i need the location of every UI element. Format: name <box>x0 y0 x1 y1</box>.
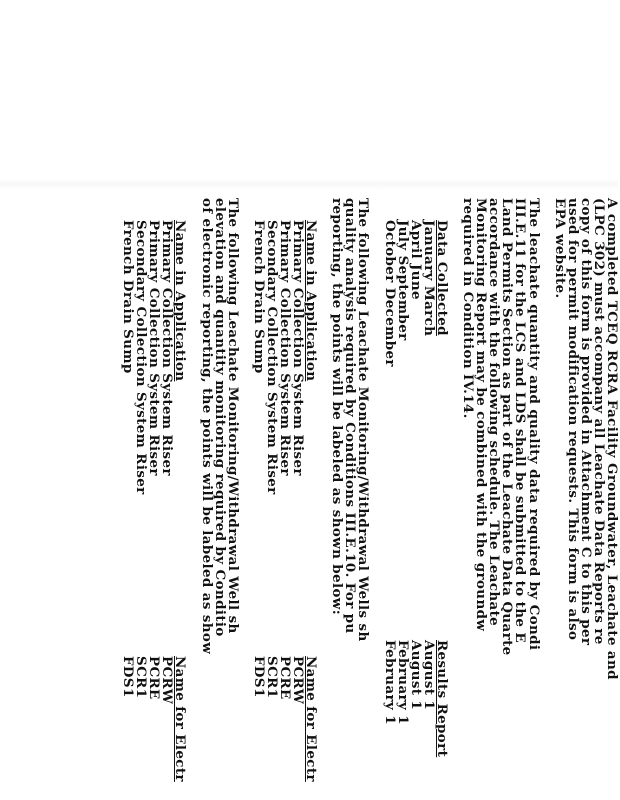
elevation-wells-paragraph <box>198 198 241 800</box>
well-name-cell: Primary Collection System Riser <box>159 220 176 476</box>
text-line: of electronic reporting, the points will be labeled as show <box>198 198 215 655</box>
table-row <box>383 220 396 800</box>
text-line: The following Leachate Monitoring/Withdrawal Wells sh <box>355 198 372 642</box>
text-line: accordance with the following schedule. The Leachate <box>486 198 503 627</box>
rotated-permit-page <box>120 190 620 800</box>
well-name-cell: French Drain Sump <box>250 220 267 374</box>
due-cell: August 1 <box>407 640 424 711</box>
data-collected-header: Data Collected <box>433 220 450 336</box>
results-report-header: Results Report <box>433 640 450 758</box>
table-header-row <box>172 210 189 800</box>
period-cell: July September <box>394 220 411 341</box>
name-in-application-header: Name in Application <box>303 220 320 382</box>
table-row <box>146 210 163 800</box>
well-name-cell: Primary Collection System Riser <box>277 220 294 476</box>
text-line: quality analysis required by Conditions III.E.10. For pu <box>342 198 359 634</box>
well-code-cell: SCR1 <box>263 656 280 699</box>
quality-wells-paragraph <box>329 198 372 800</box>
period-cell: April June <box>407 220 424 300</box>
name-for-electronic-header: Name for Electr <box>172 656 189 782</box>
text-line: The leachate quantity and quality data required by Condi <box>525 198 542 651</box>
table-row <box>159 210 176 800</box>
well-name-cell: French Drain Sump <box>120 220 137 374</box>
blank-scan-margin <box>0 0 618 190</box>
text-line: Monitoring Report may be combined with the groundw <box>473 198 490 632</box>
well-code-cell: PCRW <box>159 656 176 705</box>
well-code-cell: PCRE <box>277 656 294 700</box>
well-name-cell: Primary Collection System Riser <box>290 220 307 476</box>
intro-paragraph <box>553 198 618 800</box>
well-code-cell: FDS1 <box>120 656 137 698</box>
well-code-cell: PCRE <box>146 656 163 700</box>
leachate-data-paragraph <box>461 198 540 800</box>
elevation-wells-table <box>120 210 189 800</box>
well-code-cell: SCR1 <box>133 656 150 699</box>
text-line: III.E.11 for the LCS and LDS shall be submitted to the E <box>512 198 529 643</box>
text-line: A completed TCEQ RCRA Facility Groundwater, Leachate and <box>604 198 620 680</box>
text-line: Land Permits Section as part of the Leachate Data Quarte <box>499 198 516 656</box>
text-line: reporting, the points will be labeled as shown below: <box>329 198 346 616</box>
due-cell: August 1 <box>420 640 437 711</box>
well-name-cell: Secondary Collection System Riser <box>133 220 150 495</box>
well-name-cell: Primary Collection System Riser <box>146 220 163 476</box>
text-line: elevation and quantity monitoring required by Conditio <box>211 198 228 637</box>
reporting-schedule-table <box>383 220 448 800</box>
table-header-row <box>303 210 320 800</box>
scan-edge-band <box>0 178 618 190</box>
well-code-cell: PCRW <box>290 656 307 705</box>
text-line: (LPC 302) must accompany all Leachate Data Reports re <box>590 198 607 645</box>
well-code-cell: FDS1 <box>250 656 267 698</box>
quality-wells-table <box>250 210 320 800</box>
due-cell: February 1 <box>394 640 411 725</box>
name-for-electronic-header: Name for Electr <box>303 656 320 782</box>
due-cell: February 1 <box>381 640 398 725</box>
table-row <box>422 220 435 800</box>
text-line: The following Leachate Monitoring/Withdrawal Well sh <box>224 198 241 634</box>
text-line: used for permit modification requests. This form is also <box>564 198 581 641</box>
table-row <box>133 210 150 800</box>
text-line: copy of this form is provided in Attachment C to this per <box>577 198 594 646</box>
well-name-cell: Secondary Collection System Riser <box>263 220 280 495</box>
table-row <box>252 210 265 800</box>
text-line: EPA website. <box>551 198 568 299</box>
name-in-application-header: Name in Application <box>172 220 189 382</box>
text-line: required in Condition IV.14. <box>460 198 477 419</box>
period-cell: October December <box>381 220 398 367</box>
table-row <box>120 210 137 800</box>
period-cell: January March <box>420 220 437 337</box>
